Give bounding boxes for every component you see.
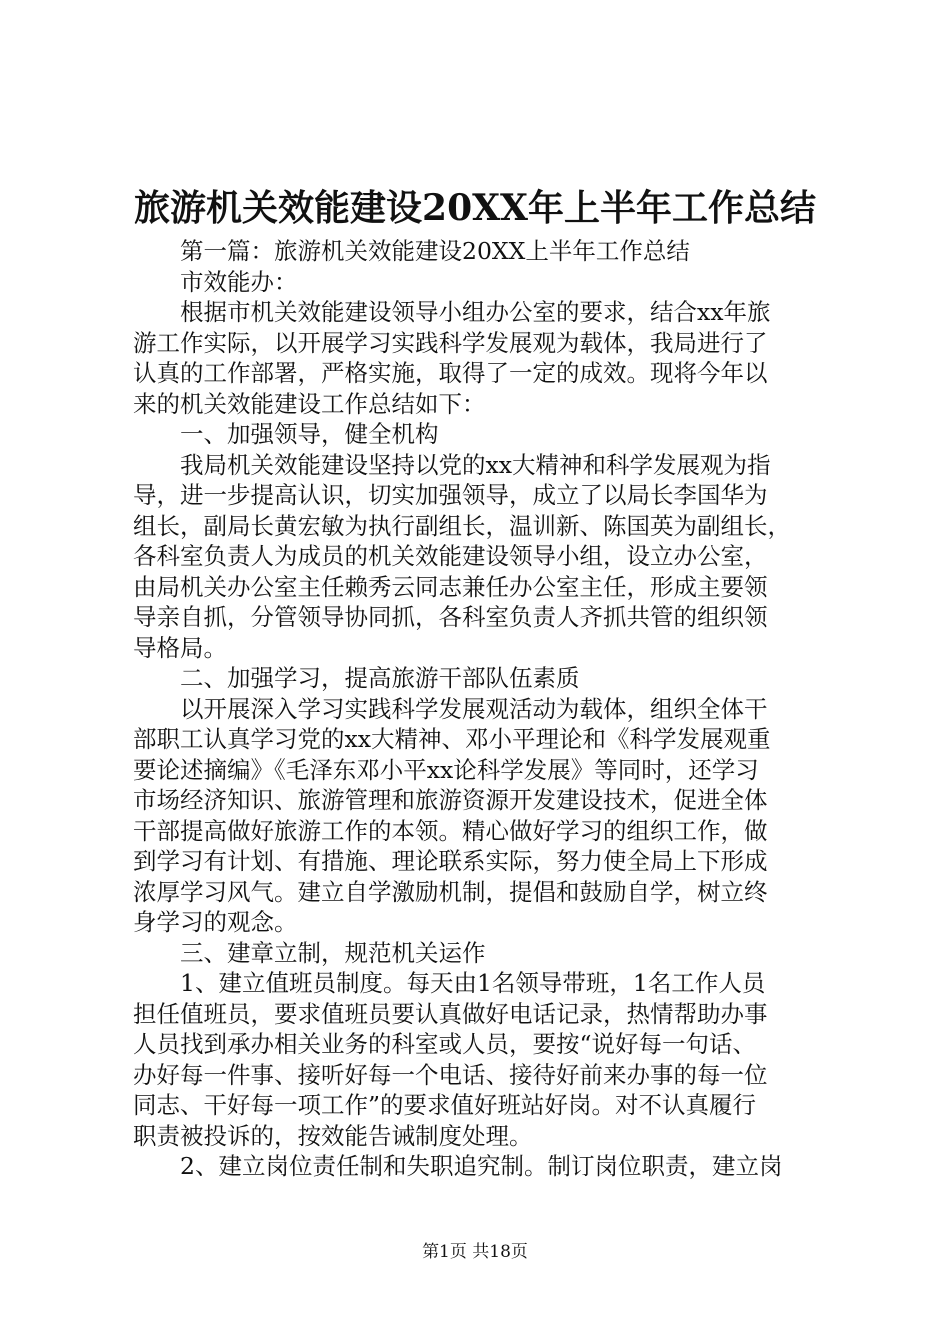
- text-line: 市场经济知识、旅游管理和旅游资源开发建设技术，促进全体: [133, 786, 768, 814]
- text-line: 三、建章立制，规范机关运作: [180, 938, 486, 967]
- text-line: 由局机关办公室主任赖秀云同志兼任办公室主任，形成主要领: [133, 572, 768, 601]
- text-line: 要论述摘编》《毛泽东邓小平xx论科学发展》等同时，还学习: [133, 755, 759, 784]
- text-line: 干部提高做好旅游工作的本领。精心做好学习的组织工作，做: [133, 816, 768, 845]
- text-line: 市效能办：: [180, 267, 298, 296]
- text-line: 到学习有计划、有措施、理论联系实际，努力使全局上下形成: [133, 847, 768, 875]
- text-line: 各科室负责人为成员的机关效能建设领导小组，设立办公室，: [133, 542, 768, 570]
- text-line: 担任值班员，要求值班员要认真做好电话记录，热情帮助办事: [133, 999, 768, 1028]
- text-line: 来的机关效能建设工作总结如下：: [133, 389, 486, 418]
- text-line: 导亲自抓，分管领导协同抓，各科室负责人齐抓共管的组织领: [133, 603, 768, 631]
- text-line: 2、建立岗位责任制和失职追究制。制订岗位职责，建立岗: [180, 1152, 783, 1180]
- text-line: 同志、干好每一项工作”的要求值好班站好岗。对不认真履行: [133, 1091, 757, 1119]
- text-line: 二、加强学习，提高旅游干部队伍素质: [180, 664, 580, 692]
- text-line: 身学习的观念。: [133, 908, 298, 936]
- text-line: 浓厚学习风气。建立自学激励机制，提倡和鼓励自学，树立终: [133, 877, 768, 906]
- text-line: 职责被投诉的，按效能告诫制度处理。: [133, 1121, 533, 1150]
- text-line: 办好每一件事、接听好每一个电话、接待好前来办事的每一位: [133, 1060, 768, 1089]
- text-line: 第一篇：旅游机关效能建设20XX上半年工作总结: [180, 237, 690, 265]
- text-line: 以开展深入学习实践科学发展观活动为载体，组织全体干: [180, 694, 768, 723]
- page-footer: 第1页 共18页: [422, 1242, 528, 1262]
- text-line: 1、建立值班员制度。每天由1名领导带班，1名工作人员: [180, 969, 766, 997]
- text-line: 导格局。: [133, 633, 227, 662]
- text-line: 根据市机关效能建设领导小组办公室的要求，结合xx年旅: [180, 298, 771, 326]
- text-line: 一、加强领导，健全机构: [180, 420, 439, 448]
- text-line: 导，进一步提高认识，切实加强领导，成立了以局长李国华为: [133, 481, 768, 509]
- text-line: 我局机关效能建设坚持以党的xx大精神和科学发展观为指: [180, 450, 771, 479]
- text-line: 人员找到承办相关业务的科室或人员，要按“说好每一句话、: [133, 1030, 757, 1058]
- document-body: [133, 236, 833, 1182]
- text-line: 认真的工作部署，严格实施，取得了一定的成效。现将今年以: [133, 359, 768, 387]
- document-title: 旅游机关效能建设20XX年上半年工作总结: [134, 187, 816, 229]
- text-line: 游工作实际，以开展学习实践科学发展观为载体，我局进行了: [133, 328, 768, 357]
- text-line: 部职工认真学习党的xx大精神、邓小平理论和《科学发展观重: [133, 725, 771, 753]
- text-line: 组长，副局长黄宏敏为执行副组长，温训新、陈国英为副组长，: [133, 511, 791, 540]
